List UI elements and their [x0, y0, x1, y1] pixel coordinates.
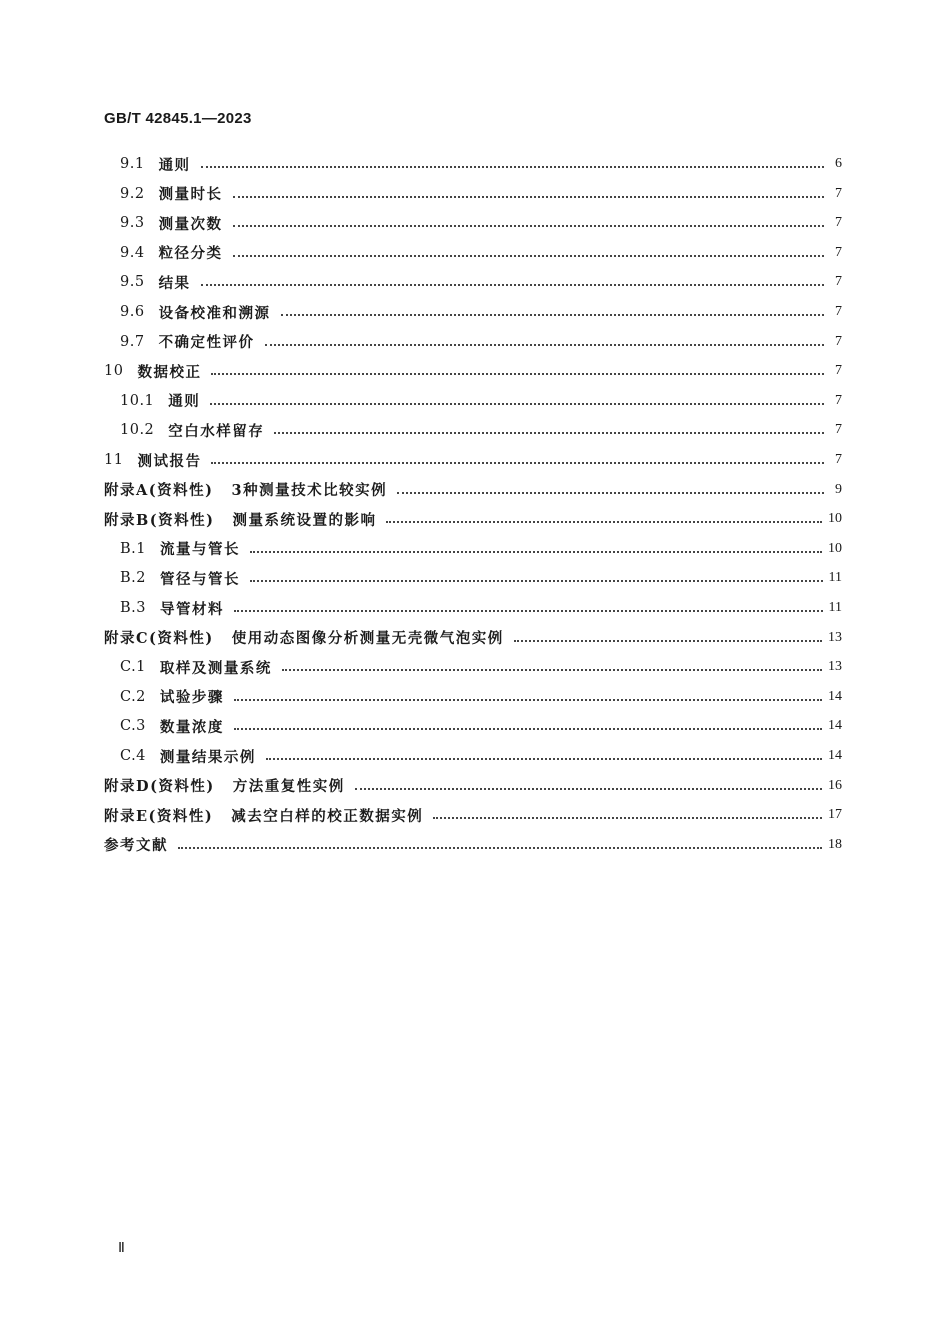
- toc-entry-page: 18: [828, 836, 842, 852]
- toc-entry-title: 管径与管长: [160, 570, 240, 588]
- toc-entry: [120, 712, 842, 740]
- toc-leader-dots: [233, 255, 824, 257]
- toc-leader-dots: [386, 521, 822, 523]
- toc-entry-number: B.3: [120, 600, 146, 616]
- toc-entry: [104, 446, 842, 474]
- toc-entry-number: 9.6: [120, 304, 145, 320]
- toc-entry-number: C.3: [120, 718, 146, 735]
- toc-entry-page: 13: [828, 629, 842, 645]
- toc-entry: [120, 387, 842, 415]
- toc-leader-dots: [234, 699, 822, 701]
- toc-entry-number: 10.1: [120, 392, 155, 409]
- toc-leader-dots: [233, 196, 824, 198]
- toc-entry-page: 14: [828, 718, 842, 734]
- toc-entry: [120, 209, 842, 237]
- toc-entry-page: 7: [835, 422, 842, 438]
- toc-leader-dots: [234, 728, 822, 730]
- toc-leader-dots: [210, 403, 824, 405]
- toc-leader-dots: [281, 314, 824, 316]
- toc-entry-title: 取样及测量系统: [159, 659, 272, 677]
- toc-entry: [120, 653, 842, 681]
- toc-entry-title: 测量系统设置的影响: [232, 511, 377, 529]
- toc-entry-number: 9.2: [120, 185, 145, 202]
- toc-leader-dots: [211, 373, 824, 375]
- toc-entry-title: 测量次数: [158, 215, 223, 233]
- toc-entry-page: 11: [828, 570, 842, 586]
- toc-entry-page: 7: [835, 363, 842, 379]
- toc-entry-number: 9.4: [120, 244, 145, 261]
- page-number: Ⅱ: [118, 1241, 125, 1256]
- toc-entry-page: 7: [835, 274, 842, 290]
- toc-entry-title: 方法重复性实例: [232, 778, 345, 796]
- toc-entry-title: 通则: [168, 393, 201, 411]
- toc-leader-dots: [201, 166, 824, 168]
- toc-entry-page: 7: [835, 452, 842, 467]
- toc-entry-number: 10.2: [120, 422, 155, 439]
- toc-leader-dots: [201, 284, 824, 286]
- toc-leader-dots: [250, 551, 822, 553]
- toc-entry: [120, 535, 842, 563]
- toc-entry-number: 10: [104, 363, 124, 380]
- toc-entry: [104, 505, 842, 533]
- toc-entry-page: 10: [828, 511, 842, 527]
- toc-entry-page: 7: [835, 215, 842, 231]
- toc-entry-number: C.1: [120, 659, 146, 676]
- toc-entry-page: 16: [828, 777, 842, 793]
- toc-entry-page: 13: [828, 659, 842, 675]
- standard-code-header: GB/T 42845.1—2023: [104, 110, 252, 127]
- toc-entry-page: 11: [828, 600, 842, 615]
- toc-leader-dots: [234, 610, 823, 612]
- toc-entry-title: 3种测量技术比较实例: [231, 482, 388, 500]
- toc-entry-title: 结果: [158, 274, 191, 292]
- toc-entry: [104, 476, 842, 504]
- toc-entry-title: 减去空白样的校正数据实例: [231, 807, 424, 825]
- toc-entry-number: 附录E(资料性): [104, 807, 214, 825]
- toc-leader-dots: [211, 462, 824, 464]
- toc-entry-title: 流量与管长: [160, 541, 240, 559]
- toc-leader-dots: [274, 432, 824, 434]
- toc-entry: [120, 564, 842, 592]
- toc-entry: [120, 150, 842, 178]
- toc-entry-number: B.2: [120, 570, 146, 587]
- toc-entry-page: 14: [828, 748, 842, 763]
- toc-entry-title: 数量浓度: [159, 718, 224, 736]
- toc-entry-number: 附录D(资料性): [104, 778, 215, 796]
- toc-entry-number: 附录C(资料性): [104, 630, 214, 648]
- toc-entry-number: C.4: [120, 748, 146, 764]
- toc-entry-number: 附录B(资料性): [104, 511, 215, 529]
- toc-entry-title: 测量结果示例: [159, 748, 256, 766]
- toc-entry-title: 粒径分类: [158, 245, 223, 263]
- toc-entry-page: 7: [835, 244, 842, 260]
- toc-entry: [120, 180, 842, 208]
- toc-leader-dots: [433, 817, 822, 819]
- toc-entry-page: 6: [835, 156, 842, 171]
- toc-entry-number: B.1: [120, 540, 146, 557]
- toc-entry: [104, 624, 842, 652]
- toc-entry-page: 7: [835, 304, 842, 319]
- toc-entry-number: C.2: [120, 688, 146, 705]
- toc-leader-dots: [514, 640, 822, 642]
- toc-entry-title: 空白水样留存: [168, 422, 265, 440]
- toc-entry: [120, 416, 842, 444]
- toc-leader-dots: [178, 847, 822, 849]
- toc-entry-number: 9.7: [120, 333, 145, 350]
- toc-entry: [120, 298, 842, 326]
- toc-entry: [120, 594, 842, 622]
- toc-entry-title: 通则: [158, 156, 191, 174]
- toc-entry: [104, 831, 842, 859]
- toc-entry-number: 9.3: [120, 215, 145, 232]
- toc-leader-dots: [266, 758, 822, 760]
- toc-entry: [120, 683, 842, 711]
- toc-entry: [104, 357, 842, 385]
- toc-entry: [120, 268, 842, 296]
- toc-entry-number: 9.1: [120, 156, 145, 172]
- toc-entry-page: 7: [835, 185, 842, 201]
- toc-entry-title: 导管材料: [160, 600, 224, 618]
- toc-leader-dots: [355, 788, 822, 790]
- toc-entry: [120, 742, 842, 770]
- toc-entry: [104, 772, 842, 800]
- toc-entry-title: 设备校准和溯源: [158, 304, 271, 322]
- toc-entry-title: 测量时长: [158, 186, 223, 204]
- toc-leader-dots: [250, 580, 823, 582]
- toc-entry-title: 试验步骤: [159, 689, 224, 707]
- toc-leader-dots: [265, 344, 824, 346]
- toc-entry-page: 7: [835, 333, 842, 349]
- toc-leader-dots: [282, 669, 822, 671]
- toc-leader-dots: [233, 225, 824, 227]
- toc-entry-title: 数据校正: [137, 363, 202, 381]
- toc-entry-page: 10: [828, 540, 842, 556]
- toc-entry-page: 17: [828, 807, 842, 823]
- toc-entry-number: 9.5: [120, 274, 145, 291]
- toc-entry-title: 使用动态图像分析测量无壳微气泡实例: [231, 630, 504, 648]
- toc-entry-number: 11: [104, 452, 124, 468]
- toc-entry-page: 9: [835, 481, 842, 497]
- toc-leader-dots: [397, 492, 824, 494]
- toc-entry-title: 不确定性评价: [158, 334, 255, 352]
- toc-entry-page: 14: [828, 688, 842, 704]
- toc-entry: [104, 801, 842, 829]
- toc-entry-title: 测试报告: [137, 452, 202, 470]
- toc-entry-number: 附录A(资料性): [104, 482, 214, 500]
- toc-entry: [120, 239, 842, 267]
- toc-entry-title: 参考文献: [104, 837, 168, 855]
- toc-entry-page: 7: [835, 392, 842, 408]
- toc-entry: [120, 328, 842, 356]
